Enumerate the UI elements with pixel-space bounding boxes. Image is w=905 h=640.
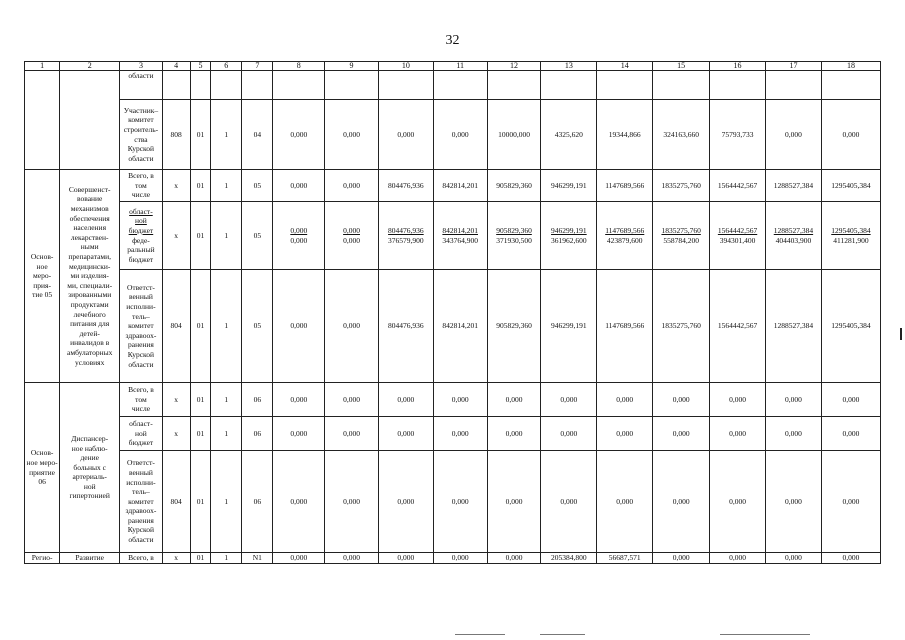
table-cell: 1 — [211, 170, 242, 202]
column-header: 18 — [821, 62, 880, 71]
table-cell: Всего, в том числе — [120, 383, 162, 417]
activity-title: Основ- ное меро- прия- тие 05 — [25, 170, 60, 383]
table-cell: 1 — [211, 417, 242, 451]
table-cell: 0,000 — [766, 383, 822, 417]
table-cell: 0,000 — [766, 553, 822, 564]
table-cell: 4325,620 — [541, 100, 597, 170]
table-cell: 0,000 — [273, 100, 325, 170]
table-cell: 842814,201 — [433, 270, 487, 383]
table-cell: Всего, в том числе — [120, 170, 162, 202]
table-cell — [653, 71, 710, 100]
column-header: 12 — [487, 62, 541, 71]
table-cell: 06 — [242, 451, 273, 553]
table-cell: Ответст- венный исполни- тель– комитет здравоох- ранения Курской области — [120, 270, 162, 383]
table-cell — [190, 71, 211, 100]
table-cell: 1 — [211, 553, 242, 564]
table-cell — [242, 71, 273, 100]
column-header: 1 — [25, 62, 60, 71]
table-cell: 0,000 — [766, 417, 822, 451]
table-cell: 1564442,567 394301,400 — [710, 202, 766, 270]
table-cell: 0,000 — [433, 100, 487, 170]
table-cell: 0,000 — [325, 100, 379, 170]
table-cell: 0,000 0,000 — [273, 202, 325, 270]
table-cell — [766, 71, 822, 100]
table-cell: 1147689,566 423879,600 — [597, 202, 653, 270]
table-cell: 0,000 — [597, 417, 653, 451]
table-cell: 0,000 — [487, 553, 541, 564]
column-header: 16 — [710, 62, 766, 71]
table-cell: 0,000 — [273, 417, 325, 451]
table-cell: 10000,000 — [487, 100, 541, 170]
table-cell: 0,000 — [710, 417, 766, 451]
table-cell: 05 — [242, 202, 273, 270]
table-cell: х — [162, 383, 190, 417]
table-cell: 0,000 — [653, 383, 710, 417]
table-cell: 06 — [242, 417, 273, 451]
table-cell — [541, 71, 597, 100]
column-header: 14 — [597, 62, 653, 71]
table-cell: 04 — [242, 100, 273, 170]
table-cell: 905829,360 371930,500 — [487, 202, 541, 270]
table-cell: 1288527,384 — [766, 170, 822, 202]
table-cell: 0,000 — [325, 553, 379, 564]
table-cell: 0,000 — [821, 451, 880, 553]
table-cell: 01 — [190, 417, 211, 451]
activity-description: Диспансер- ное наблю- дение больных с артериаль- ной гипертонией — [60, 383, 120, 553]
table-cell: 0,000 — [487, 417, 541, 451]
table-row — [25, 417, 881, 451]
table-cell: 0,000 — [487, 451, 541, 553]
table-cell: 0,000 — [653, 417, 710, 451]
table-cell: 0,000 — [541, 451, 597, 553]
table-cell: 0,000 0,000 — [325, 202, 379, 270]
table-cell: 1835275,760 — [653, 170, 710, 202]
column-header: 3 — [120, 62, 162, 71]
table-cell — [273, 71, 325, 100]
scan-artifact — [540, 634, 585, 635]
table-cell: 1295405,384 — [821, 170, 880, 202]
table-cell: Развитие — [60, 553, 120, 564]
table-cell: х — [162, 202, 190, 270]
column-header: 13 — [541, 62, 597, 71]
table-cell: 1 — [211, 270, 242, 383]
table-cell: 0,000 — [433, 553, 487, 564]
column-header: 2 — [60, 62, 120, 71]
table-cell: 01 — [190, 383, 211, 417]
table-cell: 1295405,384 411281,900 — [821, 202, 880, 270]
table-cell: 0,000 — [541, 383, 597, 417]
column-header: 11 — [433, 62, 487, 71]
table-cell: 0,000 — [710, 451, 766, 553]
table-row — [25, 451, 881, 553]
column-header: 15 — [653, 62, 710, 71]
column-header: 8 — [273, 62, 325, 71]
table-cell: 0,000 — [597, 383, 653, 417]
table-cell: 842814,201 343764,900 — [433, 202, 487, 270]
table-cell: 0,000 — [378, 451, 433, 553]
column-header: 5 — [190, 62, 211, 71]
table-row — [25, 71, 881, 100]
table-cell: 1 — [211, 451, 242, 553]
table-cell: 01 — [190, 202, 211, 270]
table-cell: Участник– комитет строитель- ства Курской области — [120, 100, 162, 170]
table-cell: х — [162, 417, 190, 451]
table-cell: 01 — [190, 100, 211, 170]
table-cell: област- ной бюджет — [120, 417, 162, 451]
table-cell: 0,000 — [821, 553, 880, 564]
table-cell — [325, 71, 379, 100]
table-cell: 0,000 — [273, 270, 325, 383]
table-cell: 205384,800 — [541, 553, 597, 564]
column-header: 9 — [325, 62, 379, 71]
table-row — [25, 553, 881, 564]
table-cell: 0,000 — [597, 451, 653, 553]
table-cell: х — [162, 553, 190, 564]
table-cell: 0,000 — [766, 100, 822, 170]
table-row — [25, 270, 881, 383]
column-header: 17 — [766, 62, 822, 71]
table-cell: 0,000 — [487, 383, 541, 417]
table-cell: 0,000 — [766, 451, 822, 553]
table-cell: Ответст- венный исполни- тель– комитет здравоох- ранения Курской области — [120, 451, 162, 553]
table-cell: 0,000 — [273, 451, 325, 553]
table-cell: 1147689,566 — [597, 170, 653, 202]
table-row — [25, 202, 881, 270]
table-cell: Всего, в — [120, 553, 162, 564]
table-cell: 0,000 — [273, 553, 325, 564]
table-cell — [597, 71, 653, 100]
table-cell — [710, 71, 766, 100]
table-cell: 804 — [162, 451, 190, 553]
table-cell — [378, 71, 433, 100]
table-cell: 1147689,566 — [597, 270, 653, 383]
table-cell — [487, 71, 541, 100]
table-cell: 0,000 — [821, 100, 880, 170]
table-cell: 804476,936 — [378, 170, 433, 202]
table-row — [25, 170, 881, 202]
table-cell: 0,000 — [821, 383, 880, 417]
table-cell: 0,000 — [378, 383, 433, 417]
table-cell: 01 — [190, 451, 211, 553]
table-cell: 0,000 — [325, 417, 379, 451]
table-cell: области — [120, 71, 162, 100]
table-cell: 01 — [190, 553, 211, 564]
table-cell: N1 — [242, 553, 273, 564]
table-cell: 0,000 — [325, 383, 379, 417]
table-cell: 0,000 — [710, 383, 766, 417]
table-cell: 0,000 — [541, 417, 597, 451]
table-cell: 0,000 — [273, 170, 325, 202]
column-header: 4 — [162, 62, 190, 71]
table-cell — [821, 71, 880, 100]
table-cell: 0,000 — [325, 451, 379, 553]
table-cell: 56687,571 — [597, 553, 653, 564]
column-header: 6 — [211, 62, 242, 71]
table-cell: 0,000 — [433, 451, 487, 553]
table-cell — [25, 71, 60, 170]
table-cell: 1288527,384 404403,900 — [766, 202, 822, 270]
table-cell: 324163,660 — [653, 100, 710, 170]
table-cell: 0,000 — [653, 451, 710, 553]
table-cell — [433, 71, 487, 100]
table-cell: 05 — [242, 170, 273, 202]
table-cell: 905829,360 — [487, 170, 541, 202]
table-cell: 75793,733 — [710, 100, 766, 170]
margin-mark — [900, 328, 902, 340]
table-cell: 1 — [211, 383, 242, 417]
column-header: 7 — [242, 62, 273, 71]
table-cell: 0,000 — [325, 270, 379, 383]
table-cell: 05 — [242, 270, 273, 383]
activity-description: Совершенст- вование механизмов обеспечения населения лекарствен- ными препаратами, медицински- ми изделия- ми, специали- зированными продуктами лечебного питания для детей- инвалидов в амбулаторных условиях — [60, 170, 120, 383]
table-cell: област- ной бюджет феде- ральный бюджет — [120, 202, 162, 270]
table-cell: 842814,201 — [433, 170, 487, 202]
table-row — [25, 100, 881, 170]
table-cell: 1564442,567 — [710, 170, 766, 202]
table-cell: 905829,360 — [487, 270, 541, 383]
table-row — [25, 383, 881, 417]
table-cell: 808 — [162, 100, 190, 170]
table-cell: 0,000 — [433, 417, 487, 451]
table-cell: 0,000 — [653, 553, 710, 564]
table-cell: 804476,936 — [378, 270, 433, 383]
table-cell: 0,000 — [378, 417, 433, 451]
column-header: 10 — [378, 62, 433, 71]
table-cell: 0,000 — [378, 553, 433, 564]
table-cell: 0,000 — [821, 417, 880, 451]
header-row — [25, 62, 881, 71]
table-cell: 804 — [162, 270, 190, 383]
table-cell: 1288527,384 — [766, 270, 822, 383]
table-cell: 0,000 — [433, 383, 487, 417]
table-cell: 0,000 — [378, 100, 433, 170]
table-cell: 946299,191 — [541, 170, 597, 202]
table-cell: 01 — [190, 270, 211, 383]
table-cell: 0,000 — [325, 170, 379, 202]
table-cell: 06 — [242, 383, 273, 417]
table-cell: 946299,191 — [541, 270, 597, 383]
table-cell: 0,000 — [710, 553, 766, 564]
table-cell: 1 — [211, 100, 242, 170]
table-cell — [60, 71, 120, 170]
table-cell: 1835275,760 — [653, 270, 710, 383]
table-cell: 1835275,760 558784,200 — [653, 202, 710, 270]
table-cell: 01 — [190, 170, 211, 202]
page-number: 32 — [445, 33, 460, 48]
table-cell: 19344,866 — [597, 100, 653, 170]
scan-artifact — [720, 634, 810, 635]
table-cell: Регио- — [25, 553, 60, 564]
table-cell: 1295405,384 — [821, 270, 880, 383]
table-cell: 804476,936 376579,900 — [378, 202, 433, 270]
table-cell: 946299,191 361962,600 — [541, 202, 597, 270]
table-cell — [211, 71, 242, 100]
activity-title: Основ- ное меро- приятие 06 — [25, 383, 60, 553]
table-cell — [162, 71, 190, 100]
table-cell: 1 — [211, 202, 242, 270]
budget-table — [24, 61, 881, 564]
table-cell: х — [162, 170, 190, 202]
scan-artifact — [455, 634, 505, 635]
table-cell: 0,000 — [273, 383, 325, 417]
table-cell: 1564442,567 — [710, 270, 766, 383]
